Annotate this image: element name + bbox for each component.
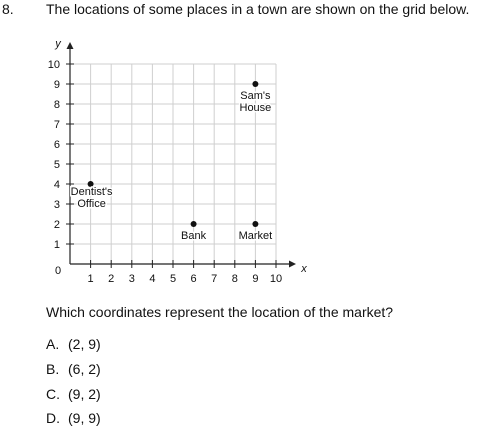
y-tick-label: 3 (53, 199, 60, 211)
choice-d[interactable] (46, 410, 101, 426)
x-tick-label: 9 (252, 273, 259, 285)
data-point (252, 221, 258, 227)
x-tick-label: 6 (190, 273, 197, 285)
point-label: Bank (181, 230, 207, 242)
y-axis-label: y (55, 38, 61, 50)
x-tick-label: 10 (269, 273, 283, 285)
y-tick-label: 6 (53, 139, 60, 151)
x-axis-arrow-icon (289, 261, 296, 268)
x-tick-label: 1 (87, 273, 94, 285)
point-label: Office (77, 198, 106, 210)
point-label: House (239, 102, 272, 114)
choice-a-letter: A. (46, 336, 60, 352)
y-tick-label: 7 (53, 119, 60, 131)
choice-b[interactable] (46, 361, 101, 377)
x-tick-label: 7 (211, 273, 218, 285)
y-tick-label: 8 (53, 99, 60, 111)
origin-label: 0 (54, 265, 62, 277)
choice-b-text: (6, 2) (68, 361, 101, 377)
choice-b-letter: B. (46, 361, 60, 377)
y-tick-label: 9 (53, 79, 60, 91)
x-tick-label: 8 (231, 273, 238, 285)
y-tick-label: 2 (53, 219, 60, 231)
x-tick-label: 3 (128, 273, 135, 285)
choice-c[interactable] (46, 386, 101, 402)
y-tick-label: 1 (53, 239, 60, 251)
y-axis-arrow-icon (67, 42, 74, 49)
y-tick-label: 5 (53, 159, 60, 171)
choice-c-letter: C. (46, 386, 60, 402)
data-point (252, 81, 258, 87)
data-point (191, 221, 197, 227)
question-number: 8. (2, 1, 14, 17)
y-tick-label: 10 (47, 59, 60, 71)
x-tick-label: 2 (108, 273, 115, 285)
x-axis-label: x (301, 263, 307, 275)
point-label: Market (238, 230, 273, 242)
point-label: Dentist's (70, 186, 113, 198)
point-label: Sam's (240, 90, 271, 102)
x-tick-label: 4 (149, 273, 156, 285)
choice-a-text: (2, 9) (68, 336, 101, 352)
y-tick-label: 4 (53, 179, 60, 191)
question-prompt: Which coordinates represent the location of the market? (46, 304, 394, 320)
choice-c-text: (9, 2) (68, 386, 101, 402)
question-stem: The locations of some places in a town are shown on the grid below. (46, 1, 470, 17)
x-tick-label: 5 (169, 273, 177, 285)
choice-a[interactable] (46, 336, 101, 352)
choice-d-text: (9, 9) (68, 410, 101, 426)
choice-d-letter: D. (46, 410, 60, 426)
